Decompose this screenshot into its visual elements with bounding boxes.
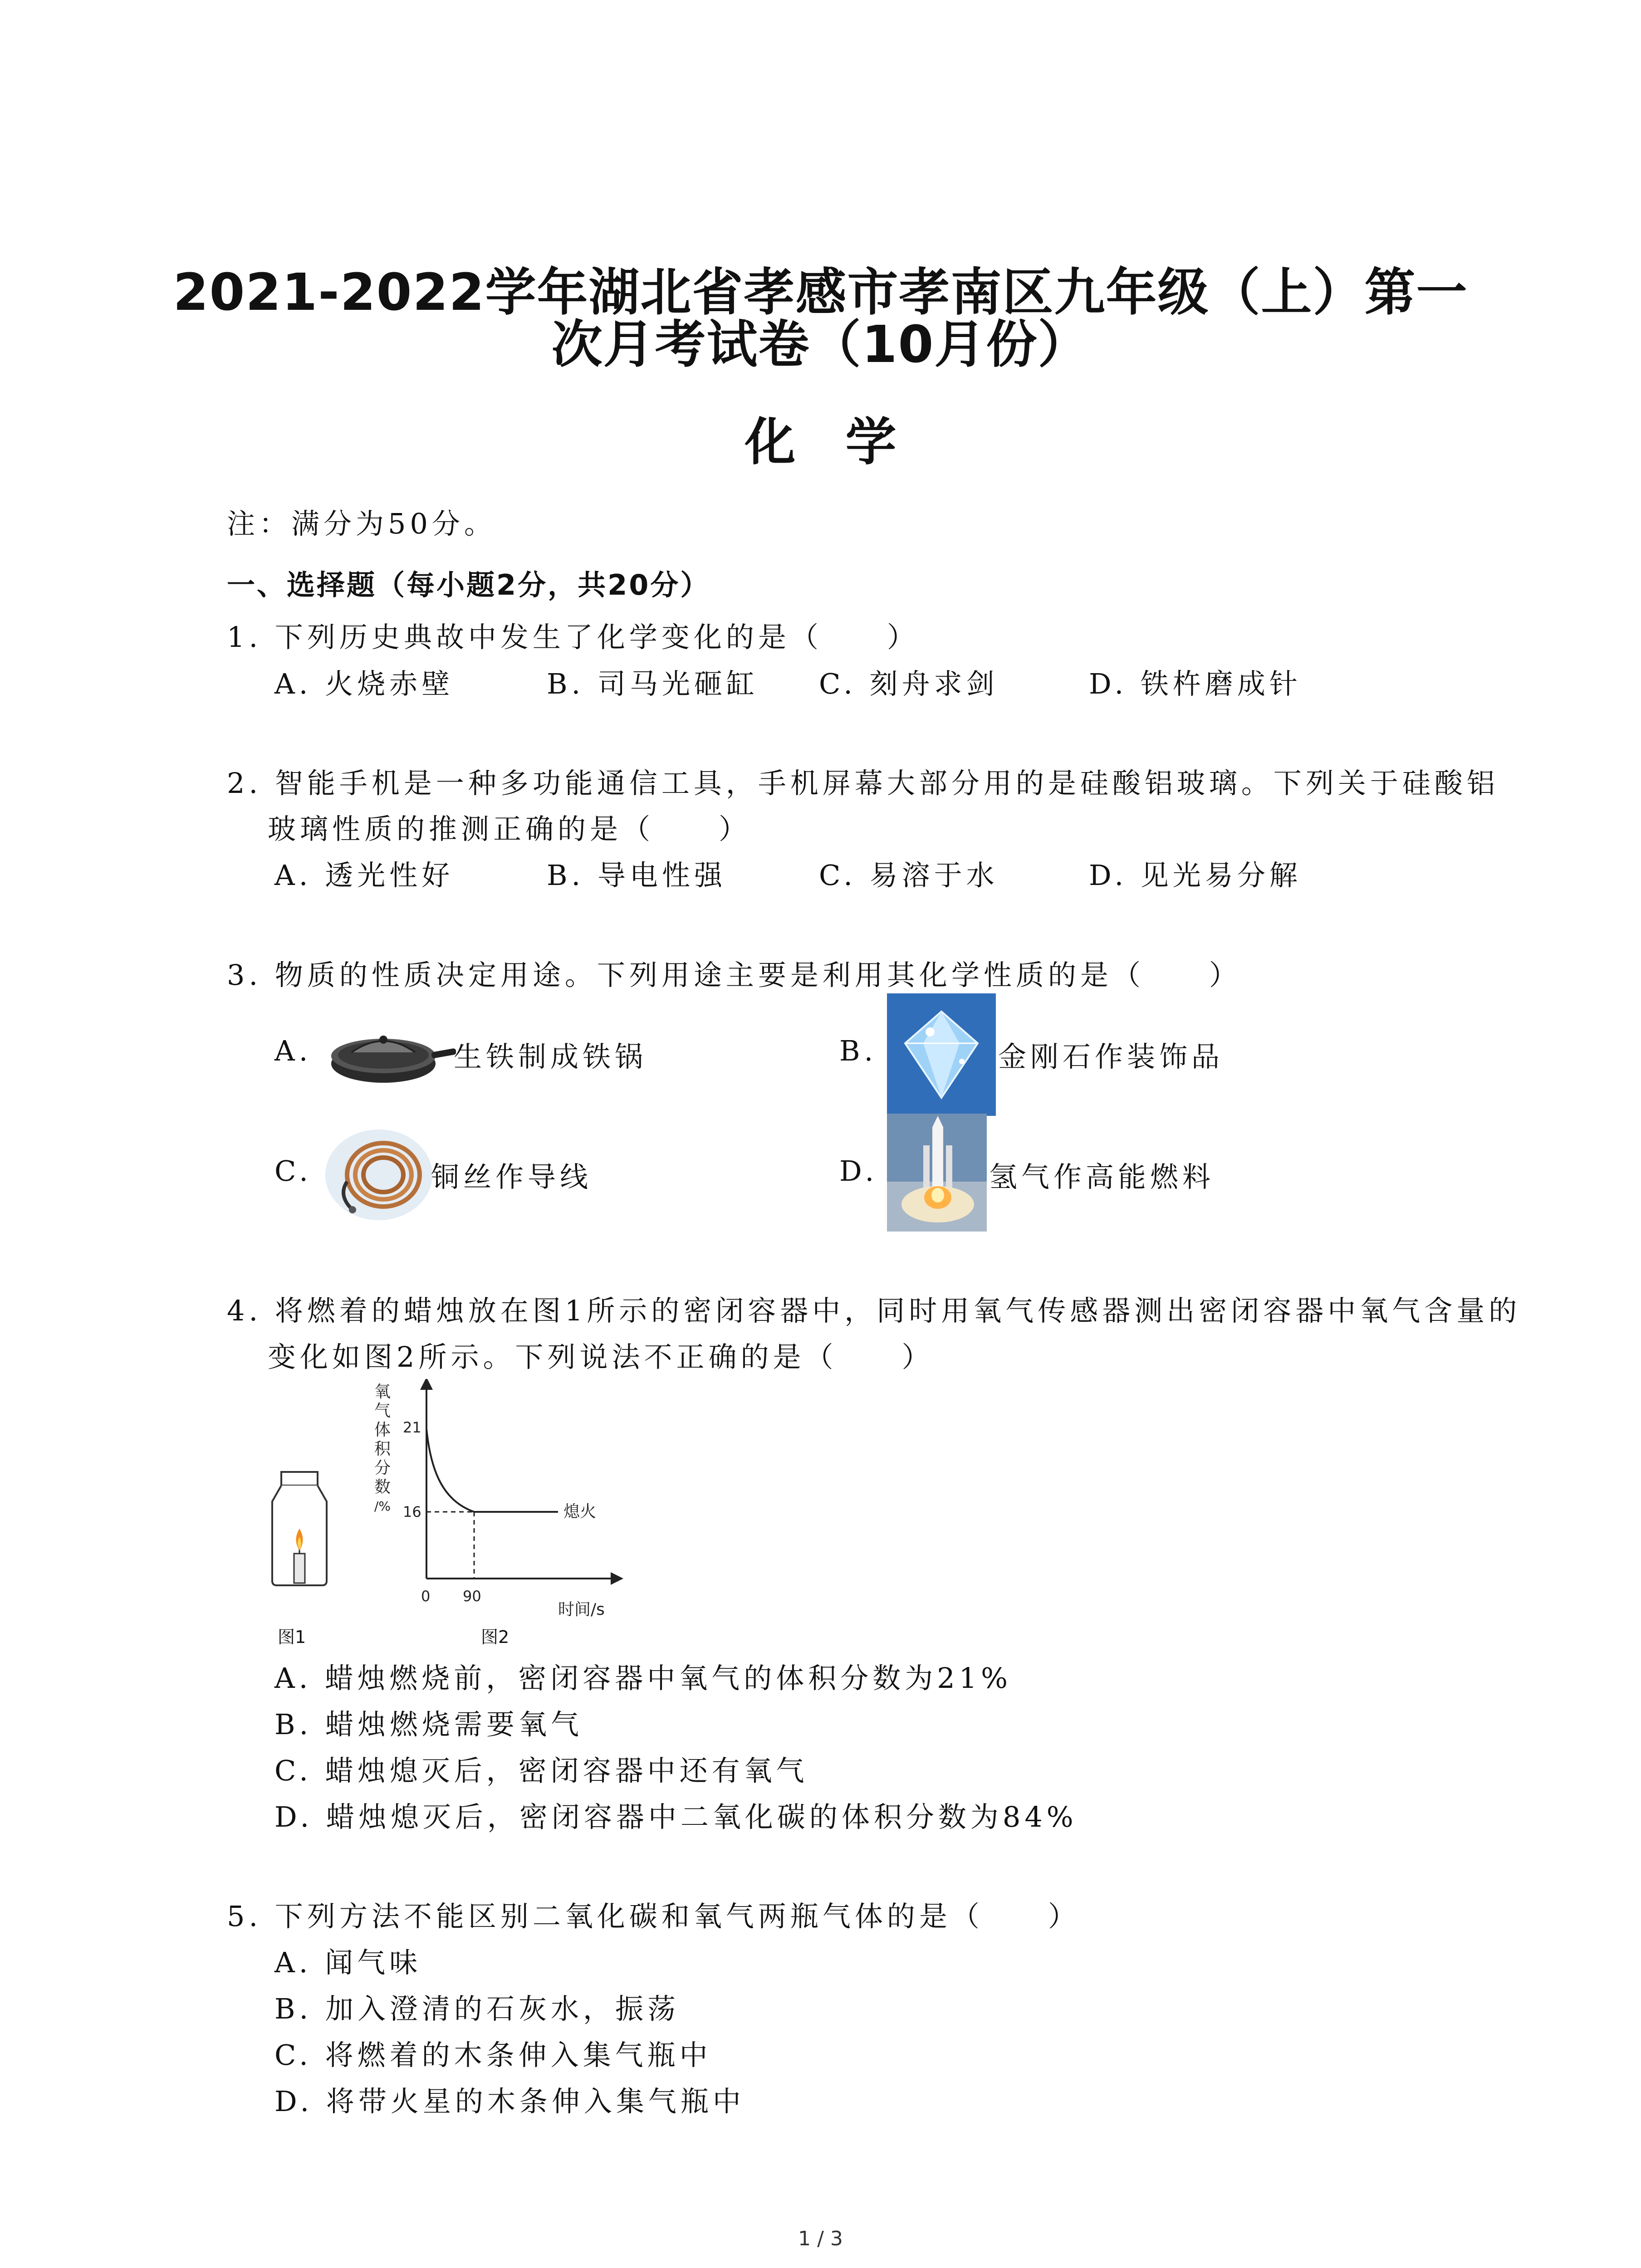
question-3-stem: 3. 物质的性质决定用途。下列用途主要是利用其化学性质的是（ ） bbox=[227, 958, 1241, 992]
page-number: 1 / 3 bbox=[798, 2227, 843, 2250]
q2-option-d: D. 见光易分解 bbox=[1089, 859, 1302, 892]
q3-option-d-letter: D. bbox=[839, 1154, 878, 1188]
question-2-stem-line2: 玻璃性质的推测正确的是（ ） bbox=[268, 812, 751, 846]
question-4-stem-line1: 4. 将燃着的蜡烛放在图1所示的密闭容器中，同时用氧气传感器测出密闭容器中氧气含量的 bbox=[227, 1294, 1521, 1327]
section-heading: 一、选择题（每小题2分，共20分） bbox=[227, 568, 710, 601]
subject-heading: 化学 bbox=[745, 413, 946, 472]
q3-option-a-text: 生铁制成铁锅 bbox=[454, 1040, 647, 1073]
page-title-line1: 2021-2022学年湖北省孝感市孝南区九年级（上）第一 bbox=[173, 263, 1468, 322]
x-tick-90: 90 bbox=[463, 1588, 481, 1605]
question-1-stem: 1. 下列历史典故中发生了化学变化的是（ ） bbox=[227, 621, 919, 654]
q4-option-b: B. 蜡烛燃烧需要氧气 bbox=[274, 1708, 583, 1741]
wok-icon bbox=[324, 1016, 456, 1093]
x-axis-label: 时间/s bbox=[558, 1600, 605, 1619]
q4-option-a: A. 蜡烛燃烧前，密闭容器中氧气的体积分数为21% bbox=[274, 1662, 1012, 1695]
q1-option-b: B. 司马光砸缸 bbox=[547, 667, 759, 700]
q1-option-a: A. 火烧赤壁 bbox=[274, 667, 454, 700]
question-2-stem-line1: 2. 智能手机是一种多功能通信工具，手机屏幕大部分用的是硅酸铝玻璃。下列关于硅酸铝 bbox=[227, 767, 1499, 800]
figure-2-caption: 图2 bbox=[481, 1627, 509, 1647]
q5-option-b: B. 加入澄清的石灰水，振荡 bbox=[274, 1992, 680, 2025]
q3-option-b-text: 金刚石作装饰品 bbox=[998, 1040, 1224, 1073]
page-title-line2: 次月考试卷（10月份） bbox=[551, 315, 1090, 374]
score-note: 注：满分为50分。 bbox=[227, 507, 496, 540]
y-tick-21: 21 bbox=[403, 1419, 421, 1436]
q2-option-b: B. 导电性强 bbox=[547, 859, 726, 892]
q3-option-a-letter: A. bbox=[274, 1034, 312, 1067]
figure-1-caption: 图1 bbox=[278, 1627, 306, 1647]
question-4-stem-line2: 变化如图2所示。下列说法不正确的是（ ） bbox=[268, 1340, 934, 1374]
x-tick-0: 0 bbox=[421, 1588, 431, 1605]
q2-option-a: A. 透光性好 bbox=[274, 859, 454, 892]
extinguish-label: 熄火 bbox=[563, 1502, 597, 1521]
q5-option-d: D. 将带火星的木条伸入集气瓶中 bbox=[274, 2085, 745, 2118]
sealed-jar-candle-figure bbox=[263, 1470, 336, 1588]
q1-option-c: C. 刻舟求剑 bbox=[819, 667, 999, 700]
q3-option-c-letter: C. bbox=[274, 1154, 312, 1188]
q1-option-d: D. 铁杵磨成针 bbox=[1089, 667, 1302, 700]
rocket-launch-icon bbox=[887, 1114, 987, 1232]
q3-option-d-text: 氢气作高能燃料 bbox=[989, 1160, 1215, 1193]
oxygen-curve-chart bbox=[363, 1379, 626, 1637]
diamond-icon bbox=[887, 993, 996, 1116]
copper-wire-icon bbox=[324, 1127, 433, 1222]
q2-option-c: C. 易溶于水 bbox=[819, 859, 999, 892]
q3-option-c-text: 铜丝作导线 bbox=[431, 1160, 593, 1193]
question-5-stem: 5. 下列方法不能区别二氧化碳和氧气两瓶气体的是（ ） bbox=[227, 1900, 1080, 1933]
q3-option-b-letter: B. bbox=[839, 1034, 877, 1067]
oxygen-curve bbox=[426, 1429, 558, 1512]
y-axis-label: 氧 气 体 积 分 数 /% bbox=[374, 1383, 391, 1514]
q5-option-a: A. 闻气味 bbox=[274, 1946, 422, 1979]
q5-option-c: C. 将燃着的木条伸入集气瓶中 bbox=[274, 2038, 712, 2072]
q4-option-c: C. 蜡烛熄灭后，密闭容器中还有氧气 bbox=[274, 1754, 808, 1787]
y-tick-16: 16 bbox=[403, 1503, 421, 1520]
q4-option-d: D. 蜡烛熄灭后，密闭容器中二氧化碳的体积分数为84% bbox=[274, 1800, 1078, 1833]
